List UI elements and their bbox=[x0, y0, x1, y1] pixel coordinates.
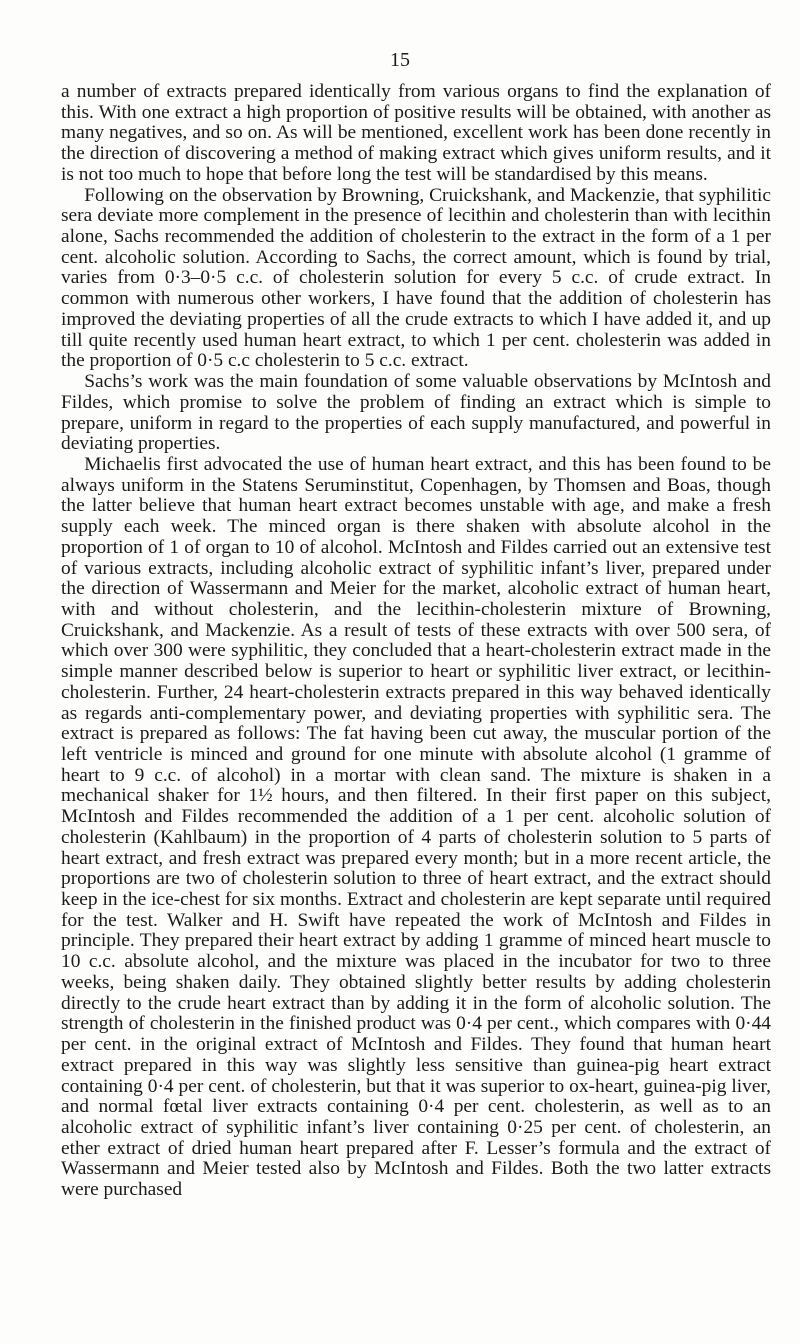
paragraph-continued: a number of extracts prepared identically from various organs to find the explanation of this. With one extract a high proportion of positive results will be obtained, with another as many negatives, and so on. As will be mentioned, excellent work has been done recently in the direction of discovering a method of making extract which gives uniform results, and it is not too much to hope that before long the test will be standardised by this means. bbox=[61, 81, 771, 185]
page-number: 15 bbox=[390, 49, 410, 71]
paragraph-heart-extract: Michaelis first advocated the use of human heart extract, and this has been found to be always uniform in the Statens Seruminstitut, Copenhagen, by Thomsen and Boas, though the latter believe that human heart extract becomes unstable with age, and make a fresh supply each week. The minced organ is there shaken with absolute alcohol in the proportion of 1 of organ to 10 of alcohol. McIntosh and Fildes carried out an extensive test of various extracts, including alcoholic extract of syphilitic infant’s liver, prepared under the direction of Wassermann and Meier for the market, alcoholic extract of human heart, with and without cholesterin, and the lecithin-cholesterin mixture of Browning, Cruickshank, and Mackenzie. As a result of tests of these extracts with over 500 sera, of which over 300 were syphilitic, they concluded that a heart-cholesterin extract made in the simple manner described below is superior to heart or syphilitic liver extract, or lecithin-cholesterin. Further, 24 heart-cholesterin extracts prepared in this way behaved identically as regards anti-complementary power, and deviating properties with syphilitic sera. The extract is prepared as follows: The fat having been cut away, the muscular portion of the left ventricle is minced and ground for one minute with absolute alcohol (1 gramme of heart to 9 c.c. of alcohol) in a mortar with clean sand. The mixture is shaken in a mechanical shaker for 1½ hours, and then filtered. In their first paper on this subject, McIntosh and Fildes recommended the addition of a 1 per cent. alcoholic solution of cholesterin (Kahlbaum) in the proportion of 4 parts of cholesterin solution to 5 parts of heart extract, and fresh extract was prepared every month; but in a more recent article, the proportions are two of cholesterin solution to three of heart extract, and the extract should keep in the ice-chest for six months. Extract and cholesterin are kept separate until required for the test. Walker and H. Swift have repeated the work of McIntosh and Fildes in principle. They prepared their heart extract by adding 1 gramme of minced heart muscle to 10 c.c. absolute alcohol, and the mixture was placed in the incubator for two to three weeks, being shaken daily. They obtained slightly better results by adding cholesterin directly to the crude heart extract than by adding it in the form of alcoholic solution. The strength of cholesterin in the finished product was 0·4 per cent., which compares with 0·44 per cent. in the original extract of McIntosh and Fildes. They found that human heart extract prepared in this way was slightly less sensitive than guinea-pig heart extract containing 0·4 per cent. of cholesterin, but that it was superior to ox-heart, guinea-pig liver, and normal fœtal liver extracts containing 0·4 per cent. cholesterin, as well as to an alcoholic extract of syphilitic infant’s liver containing 0·25 per cent. of cholesterin, an ether extract of dried human heart prepared after F. Lesser’s formula and the extract of Wassermann and Meier tested also by McIntosh and Fildes. Both the two latter extracts were purchased bbox=[61, 453, 771, 1201]
paragraph-sachs-work: Sachs’s work was the main foundation of some valuable observations by McIntosh and Fildes, which promise to solve the problem of finding an extract which is simple to prepare, uniform in regard to the properties of each supply manufactured, and powerful in deviating properties. bbox=[61, 371, 771, 455]
body-text bbox=[61, 82, 771, 1201]
paragraph-cholesterin-addition: Following on the observation by Browning, Cruickshank, and Mackenzie, that syphilitic sera deviate more complement in the presence of lecithin and cholesterin than with lecithin alone, Sachs recommended the addition of cholesterin to the extract in the form of a 1 per cent. alcoholic solution. According to Sachs, the correct amount, which is found by trial, varies from 0·3–0·5 c.c. of cholesterin solution for every 5 c.c. of crude extract. In common with numerous other workers, I have found that the addition of cholesterin has improved the deviating properties of all the crude extracts to which I have added it, and up till quite recently used human heart extract, to which 1 per cent. cholesterin was added in the proportion of 0·5 c.c cholesterin to 5 c.c. extract. bbox=[61, 184, 771, 372]
